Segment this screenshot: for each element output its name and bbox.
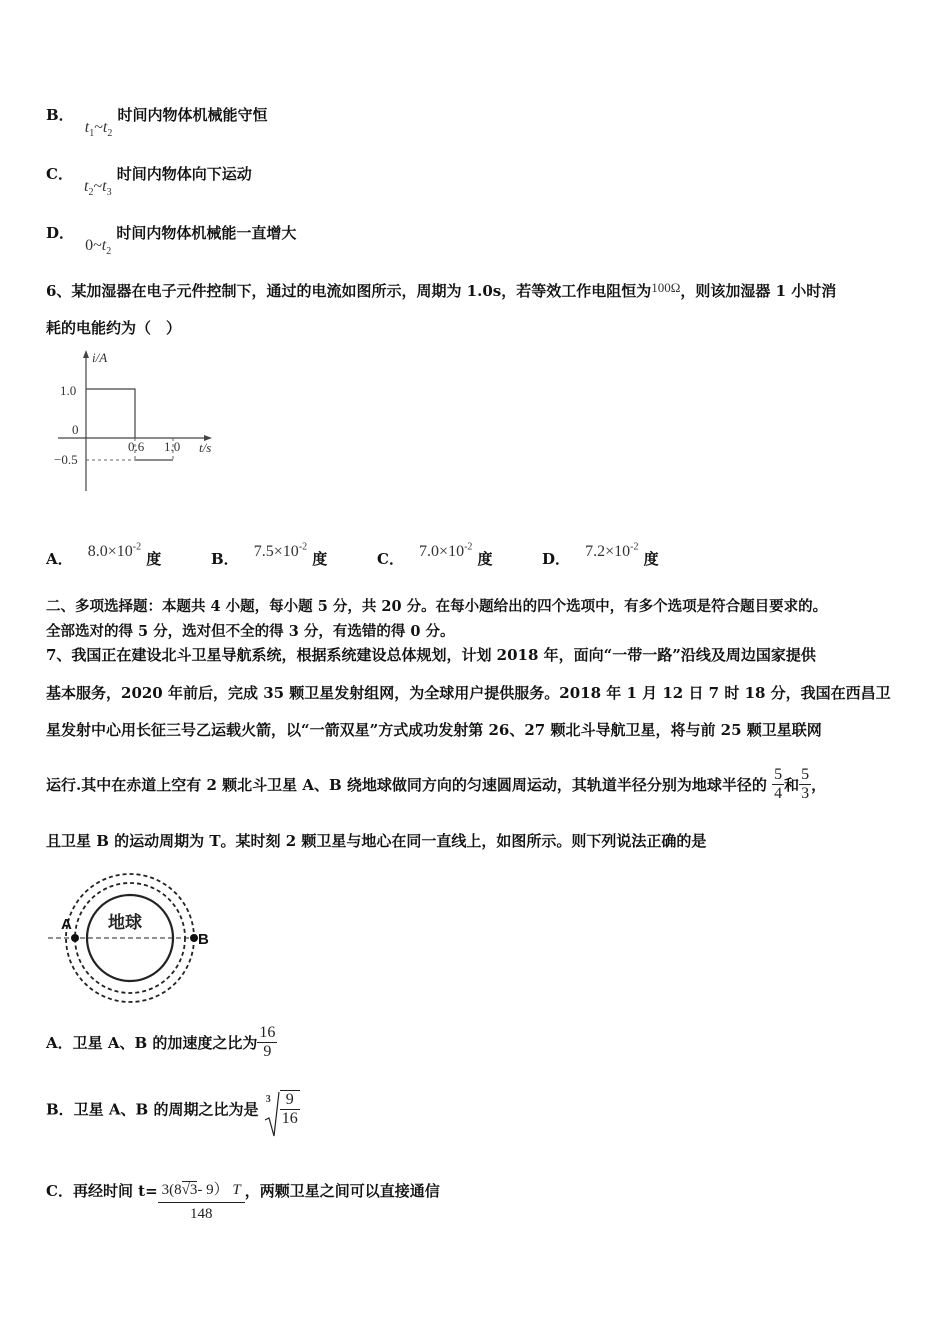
time-fraction: $\frac{3(8√3- 9) T}{148}$ xyxy=(158,1180,245,1225)
satellite-a xyxy=(71,934,79,942)
q7-line-1: 7、我国正在建设北斗卫星导航系统，根据系统建设总体规划，计划 2018 年，面向“一带一路”沿线及周边国家提供 xyxy=(46,646,816,664)
y-tick-label: 1.0 xyxy=(60,383,77,398)
fraction-five-fourths: $\frac{5}{4}$ xyxy=(774,766,783,802)
q5-option-c xyxy=(46,163,252,199)
satellite-b xyxy=(190,934,198,942)
q6-option-d: D． $7.2\times 10^{-2}$ 度 xyxy=(542,541,659,568)
y-axis-label: i/A xyxy=(92,350,108,365)
root-index: 3 xyxy=(265,1094,271,1105)
q7-option-b: B．卫星 A、B 的周期之比为是 3 $\frac{9}{16}$ xyxy=(46,1090,300,1128)
y-axis-arrow xyxy=(83,350,89,358)
math-expression: $0\sim t_2$ xyxy=(85,237,112,258)
q5-option-b xyxy=(46,104,268,140)
q7-option-a: A．卫星 A、B 的加速度之比为 $\frac{16}{9}$ xyxy=(46,1024,276,1060)
option-text: 时间内物体机械能一直增大 xyxy=(116,224,297,242)
y-tick-label: 0 xyxy=(72,422,79,437)
option-letter: C． xyxy=(46,165,73,183)
q6-line-1: 6、某加湿器在电子元件控制下，通过的电流如图所示，周期为 1.0s，若等效工作电阻恒为100Ω，则该加湿器 1 小时消 xyxy=(46,280,837,300)
q7-line-3: 星发射中心用长征三号乙运载火箭，以“一箭双星”方式成功发射第 26、27 颗北斗导航卫星，将与前 25 颗卫星联网 xyxy=(46,721,822,739)
x-tick-label: 0.6 xyxy=(128,439,145,454)
q6-line-2: 耗的电能约为（ ） xyxy=(46,319,182,337)
option-text: 时间内物体向下运动 xyxy=(116,165,252,183)
resistance-value: 100Ω xyxy=(651,280,681,295)
satellite-a-label: A xyxy=(61,916,72,933)
satellite-b-label: B xyxy=(198,931,209,948)
radical-sign xyxy=(264,1090,280,1138)
fraction-five-thirds: $\frac{5}{3}$ xyxy=(801,766,810,802)
math-expression: $t_1\sim t_2$ xyxy=(84,119,113,140)
q7-line-5: 且卫星 B 的运动周期为 T。某时刻 2 颗卫星与地心在同一直线上，如图所示。则下列说法正确的是 xyxy=(46,832,707,850)
x-axis-label: t/s xyxy=(199,440,212,455)
q7-line-4: 运行.其中在赤道上空有 2 颗北斗卫星 A、B 绕地球做同方向的匀速圆周运动，其轨道半径分别为地球半径的 $\frac{5}{4}$ 和 $\frac{5}{3}$ ， xyxy=(46,766,827,802)
q6-option-b: B． $7.5\times 10^{-2}$ 度 xyxy=(211,541,328,568)
q6-option-a: A． $8.0\times 10^{-2}$ 度 xyxy=(46,541,162,568)
earth-label: 地球 xyxy=(108,913,142,933)
y-tick-label: −0.5 xyxy=(54,452,78,467)
math-expression: $t_2\sim t_3$ xyxy=(84,178,112,199)
option-text: 时间内物体机械能守恒 xyxy=(117,106,268,124)
x-tick-label: 1.0 xyxy=(164,439,181,454)
fraction-16-over-9: $\frac{16}{9}$ xyxy=(259,1024,276,1060)
section-instructions: 全部选对的得 5 分，选对但不全的得 3 分，有选错的得 0 分。 xyxy=(46,623,455,640)
cube-root-expression: 3 $\frac{9}{16}$ xyxy=(264,1090,300,1128)
satellite-orbit-figure xyxy=(46,866,218,1006)
q7-option-c: C．再经时间 t= $\frac{3(8√3- 9) T}{148}$ ，两颗卫星之间可以直接通信 xyxy=(46,1180,440,1225)
section-heading: 二、多项选择题：本题共 4 小题，每小题 5 分，共 20 分。在每小题给出的四个选项中，有多个选项是符合题目要求的。 xyxy=(46,598,828,615)
q6-option-c: C． $7.0\times 10^{-2}$ 度 xyxy=(377,541,493,568)
q7-line-2: 基本服务，2020 年前后，完成 35 颗卫星发射组网，为全球用户提供服务。2018 年 1 月 12 日 7 时 18 分，我国在西昌卫 xyxy=(46,684,891,702)
q5-option-d xyxy=(46,222,297,258)
current-time-graph xyxy=(48,346,228,496)
option-letter: B． xyxy=(46,106,74,124)
option-letter: D． xyxy=(46,224,75,242)
current-segment-positive xyxy=(86,389,135,438)
